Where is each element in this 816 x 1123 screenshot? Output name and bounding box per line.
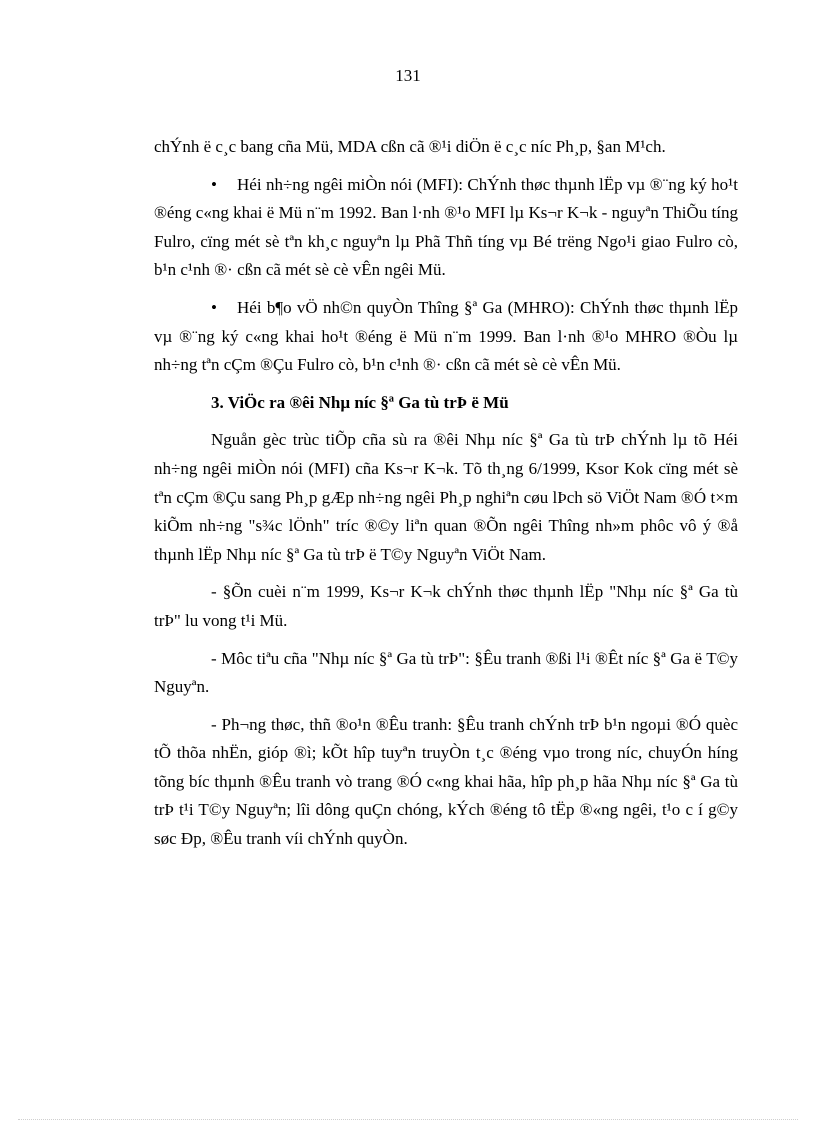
- page-body: [154, 133, 738, 863]
- bullet-icon: •: [211, 174, 217, 194]
- bullet-item-mhro: [154, 294, 738, 380]
- page-number: 131: [395, 66, 421, 85]
- bullet-text-mfi: Héi nh÷ng ngêi miÒn nói (MFI): ChÝnh thøc thµnh lËp vµ ®¨ng ký ho¹t ®éng c«ng khai ë Mü n¨m 1992. Ban l·nh ®¹o MFI lµ Ks¬r K¬k - nguyªn ThiÕu tíng Fulro, cïng mét sè tªn kh¸c nguyªn lµ Phã Thñ tíng vµ Bé trëng Ngo¹i giao Fulro cò, b¹n c¹nh ®· cßn cã mét sè cè vÊn ngêi Mü.: [154, 174, 738, 280]
- bullet-item-mfi: [154, 171, 738, 285]
- paragraph-origin: Nguån gèc trùc tiÕp cña sù ra ®êi Nhµ níc §ª Ga tù trÞ chÝnh lµ tõ Héi nh÷ng ngêi miÒn nói (MFI) cña Ks¬r K¬k. Tõ th¸ng 6/1999, Ksor Kok cïng mét sè tªn cÇm ®Çu sang Ph¸p gÆp nh÷ng ngêi Ph¸p nghiªn cøu lÞch sö ViÖt Nam ®Ó t×m kiÕm nh÷ng "s¾c lÖnh" tríc ®©y liªn quan ®Õn ngêi Thîng nh»m phôc vô ý ®å thµnh lËp Nhµ níc §ª Ga tù trÞ ë T©y Nguyªn ViÖt Nam.: [154, 430, 738, 564]
- page-bottom-divider: [18, 1119, 798, 1120]
- paragraph-founding: - §Õn cuèi n¨m 1999, Ks¬r K¬k chÝnh thøc thµnh lËp "Nhµ níc §ª Ga tù trÞ" lu vong t¹i Mü.: [154, 582, 738, 630]
- paragraph-intro: chÝnh ë c¸c bang cña Mü, MDA cßn cã ®¹i diÖn ë c¸c níc Ph¸p, §an M¹ch.: [154, 137, 666, 156]
- paragraph-methods: - Ph¬ng thøc, thñ ®o¹n ®Êu tranh: §Êu tranh chÝnh trÞ b¹n ngoµi ®Ó quèc tÕ thõa nhËn, gióp ®ì; kÕt hîp tuyªn truyÒn t¸c ®éng vµo trong níc, chuyÓn híng tõng bíc thµnh ®Êu tranh vò trang ®Ó c«ng khai hãa, hîp ph¸p hãa Nhµ níc §ª Ga tù trÞ t¹i T©y Nguyªn; lîi dông quÇn chóng, kÝch ®éng tô tËp ®«ng ngêi, t¹o c í g©y søc Ðp, ®Êu tranh víi chÝnh quyÒn.: [154, 714, 738, 849]
- bullet-text-mhro: Héi b¶o vÖ nh©n quyÒn Thîng §ª Ga (MHRO): ChÝnh thøc thµnh lËp vµ ®¨ng ký c«ng khai ho¹t ®éng ë Mü n¨m 1999. Ban l·nh ®¹o MHRO ®Òu lµ nh÷ng tªn cÇm ®Çu Fulro cò, b¹n c¹nh ®· cßn cã mét sè cè vÊn Mü.: [154, 297, 738, 375]
- paragraph-goal: - Môc tiªu cña "Nhµ níc §ª Ga tù trÞ": §Êu tranh ®ßi l¹i ®Êt níc §ª Ga ë T©y Nguyªn.: [154, 648, 738, 697]
- section-heading: 3. ViÖc ra ®êi Nhµ níc §ª Ga tù trÞ ë Mü: [211, 392, 509, 412]
- bullet-icon: •: [211, 297, 217, 317]
